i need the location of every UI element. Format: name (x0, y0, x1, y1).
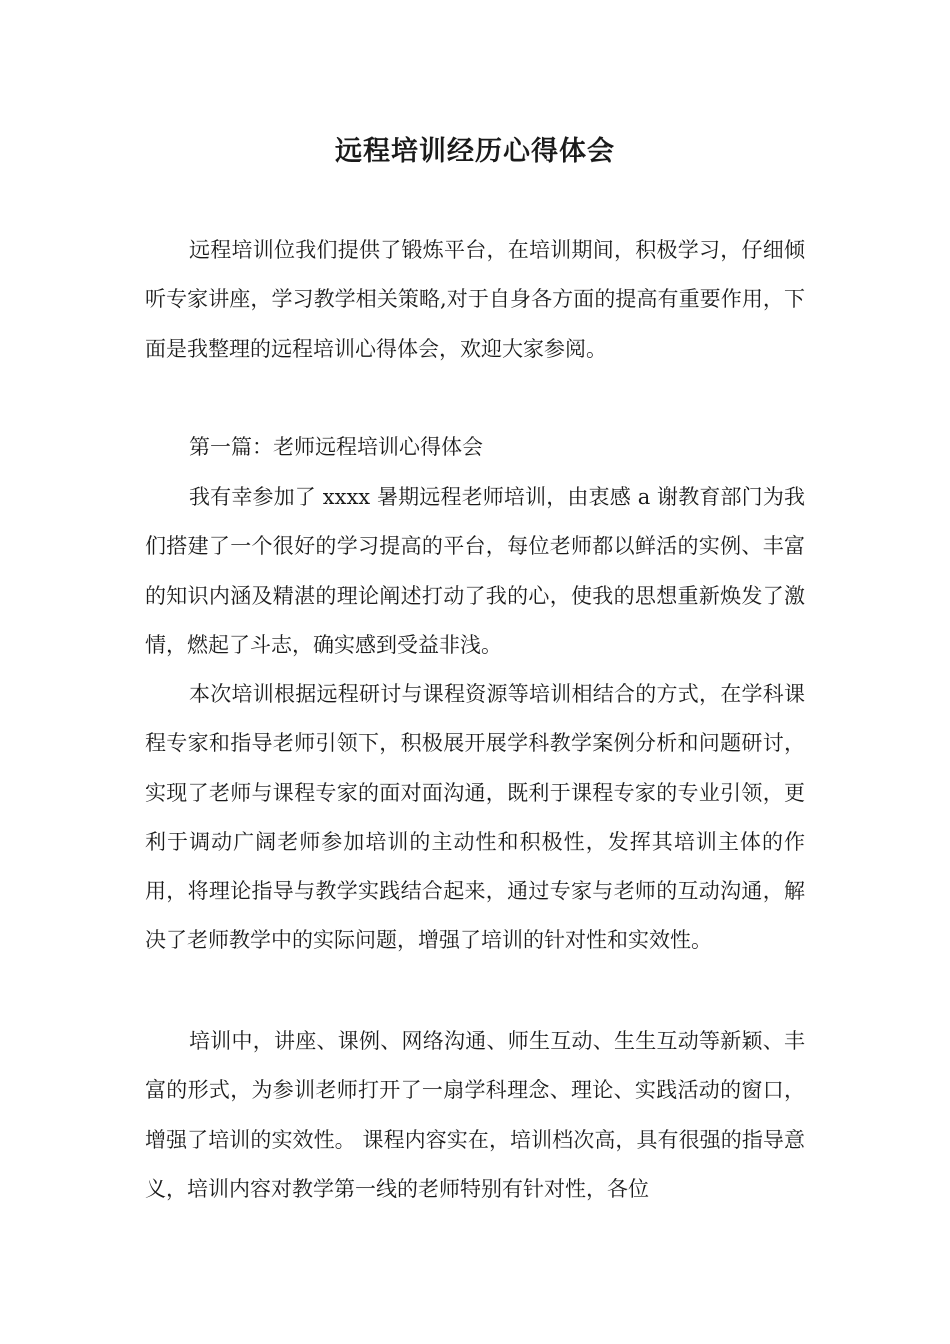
intro-paragraph: 远程培训位我们提供了锻炼平台，在培训期间，积极学习，仔细倾听专家讲座，学习教学相关策略,对于自身各方面的提高有重要作用，下面是我整理的远程培训心得体会，欢迎大家参阅。 (145, 238, 805, 361)
body-paragraph: 我有幸参加了 xxxx 暑期远程老师培训，由衷感 a 谢教育部门为我们搭建了一个很好的学习提高的平台，每位老师都以鲜活的实例、丰富的知识内涵及精湛的理论阐述打动了我的心，使我的思想重新焕发了激情，燃起了斗志，确实感到受益非浅。 (145, 485, 805, 657)
section-heading: 第一篇：老师远程培训心得体会 (189, 435, 483, 459)
body-paragraph: 本次培训根据远程研讨与课程资源等培训相结合的方式，在学科课程专家和指导老师引领下，积极展开展学科教学案例分析和问题研讨，实现了老师与课程专家的面对面沟通，既利于课程专家的专业引领，更利于调动广阔老师参加培训的主动性和积极性，发挥其培训主体的作用，将理论指导与教学实践结合起来，通过专家与老师的互动沟通，解决了老师教学中的实际问题，增强了培训的针对性和实效性。 (145, 682, 805, 953)
document-title: 远程培训经历心得体会 (335, 136, 615, 167)
body-paragraph: 培训中，讲座、课例、网络沟通、师生互动、生生互动等新颖、丰富的形式，为参训老师打开了一扇学科理念、理论、实践活动的窗口，增强了培训的实效性。 课程内容实在，培训档次高，具有很强的指导意义，培训内容对教学第一线的老师特别有针对性，各位 (145, 1029, 805, 1201)
